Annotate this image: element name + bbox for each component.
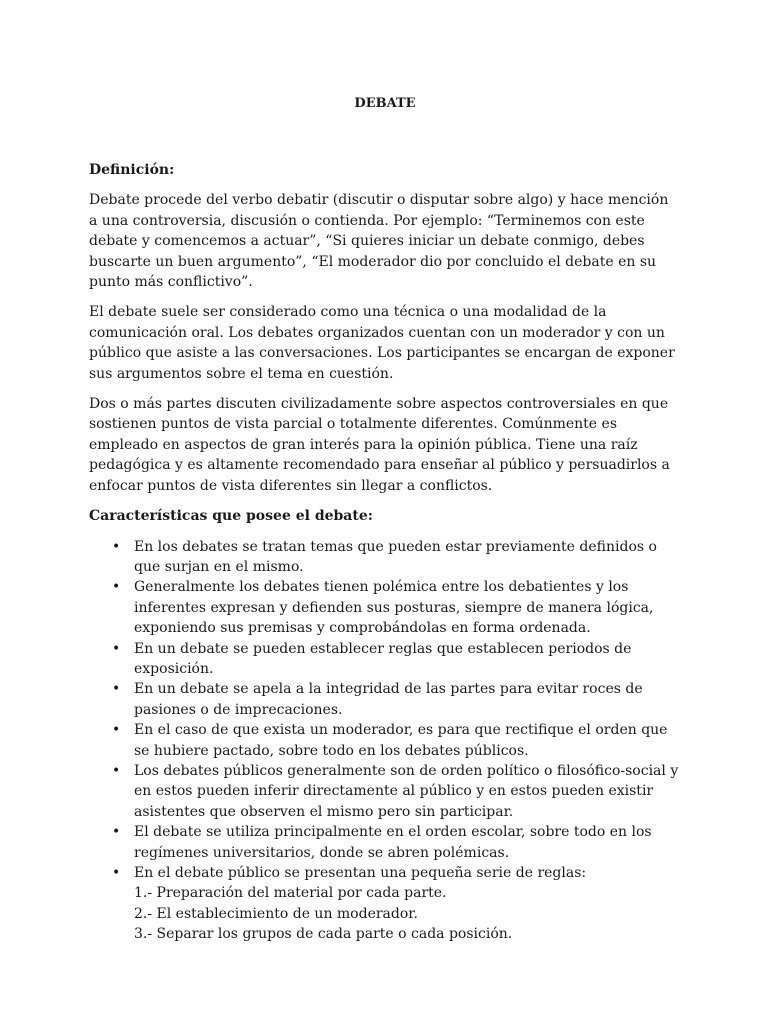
rule-item: 3.- Separar los grupos de cada parte o cada posición. (134, 926, 513, 943)
list-item (89, 679, 681, 720)
list-item-text: En un debate se apela a la integridad de las partes para evitar roces de pasiones o de imprecaciones. (134, 681, 643, 718)
list-item (89, 720, 681, 761)
list-item (89, 537, 681, 578)
bullet-icon: • (112, 538, 121, 555)
bullet-icon: • (112, 762, 121, 779)
bullet-icon: • (112, 722, 121, 739)
list-item (89, 639, 681, 680)
list-item (89, 863, 681, 945)
list-item-text: En el caso de que exista un moderador, es para que rectifique el orden que se hubiere pactado, sobre todo en los debates públicos. (134, 722, 668, 759)
list-item-text: En los debates se tratan temas que pueden estar previamente definidos o que surjan en el mismo. (134, 538, 657, 575)
bullet-icon: • (112, 640, 121, 657)
list-item (89, 577, 681, 638)
list-item-text: El debate se utiliza principalmente en el orden escolar, sobre todo en los regímenes universitarios, donde se abren polémicas. (134, 824, 652, 861)
definition-heading: Definición: (89, 162, 175, 178)
rule-item: 2.- El establecimiento de un moderador. (134, 905, 418, 922)
paragraph-3: Dos o más partes discuten civilizadamente sobre aspectos controversiales en que sostienen puntos de vista parcial o totalmente diferentes. Comúnmente es empleado en aspectos de gran interés para la opinión pública. Tiene una raíz pedagógica y es altamente recomendado para enseñar al público y persuadirlos a enfocar puntos de vista diferentes sin llegar a conflictos. (89, 396, 670, 494)
list-item-text: Los debates públicos generalmente son de orden político o filosófico-social y en estos pueden inferir directamente al público y en estos pueden existir asistentes que observen el mismo pero sin participar. (134, 762, 679, 820)
bullet-icon: • (112, 824, 121, 841)
bullet-icon: • (112, 579, 121, 596)
paragraph-1: Debate procede del verbo debatir (discutir o disputar sobre algo) y hace mención a una controversia, discusión o contienda. Por ejemplo: “Terminemos con este debate y comencemos a actuar”, “Si quieres iniciar un debate conmigo, debes buscarte un buen argumento”, “El moderador dio por concluido el debate en su punto más conflictivo”. (89, 192, 669, 291)
list-item (89, 822, 681, 863)
rule-item: 1.- Preparación del material por cada parte. (134, 885, 447, 902)
document-page (89, 95, 681, 945)
characteristics-list (89, 537, 681, 945)
list-item-text: Generalmente los debates tienen polémica entre los debatientes y los inferentes expresan y defienden sus posturas, siempre de manera lógica, exponiendo sus premisas y comprobándolas en forma ordenada. (134, 579, 654, 637)
document-title: DEBATE (354, 96, 416, 111)
bullet-icon: • (112, 681, 121, 698)
list-item (89, 761, 681, 822)
list-item-text: En el debate público se presentan una pequeña serie de reglas: (134, 865, 587, 881)
characteristics-heading: Características que posee el debate: (89, 508, 373, 525)
paragraph-2: El debate suele ser considerado como una técnica o una modalidad de la comunicación oral. Los debates organizados cuentan con un moderador y con un público que asiste a las conversaciones. Los participantes se encargan de exponer sus argumentos sobre el tema en cuestión. (89, 304, 675, 382)
list-item-text: En un debate se pueden establecer reglas que establecen periodos de exposición. (134, 640, 632, 677)
bullet-icon: • (112, 865, 121, 881)
